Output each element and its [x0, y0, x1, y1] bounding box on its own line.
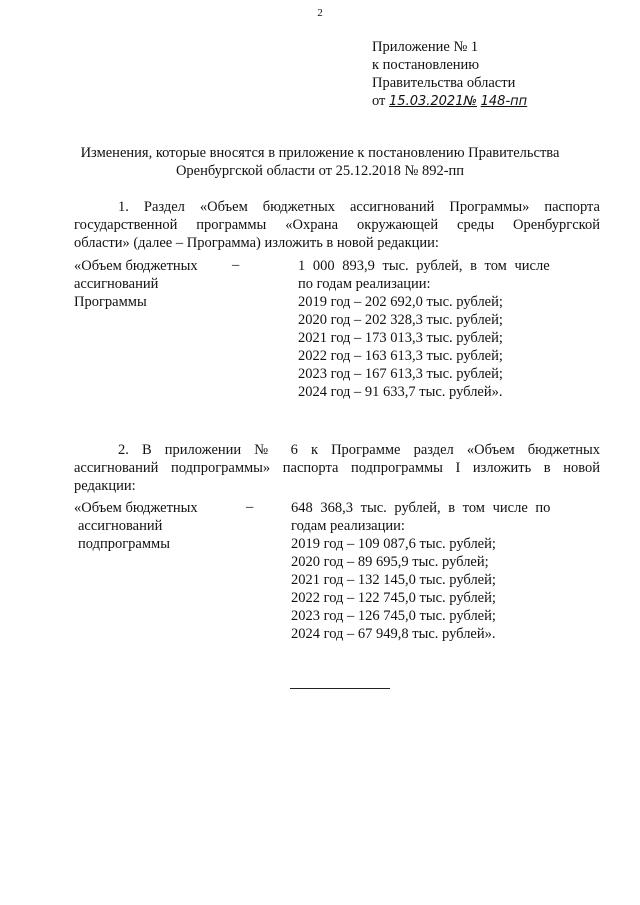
value-line: 2023 год – 167 613,3 тыс. рублей; — [298, 366, 503, 382]
section-1-left-label — [74, 257, 198, 311]
appendix-date-line — [372, 92, 527, 111]
section-2-line: ассигнований подпрограммы» паспорта подпрограммы I изложить в новой — [74, 460, 600, 476]
label-line: «Объем бюджетных — [74, 500, 198, 516]
number-sign: № — [463, 94, 477, 109]
value-line: 648 368,3 тыс. рублей, в том числе по — [291, 500, 551, 516]
value-line: 2019 год – 202 692,0 тыс. рублей; — [298, 294, 503, 310]
value-line: 2024 год – 91 633,7 тыс. рублей». — [298, 384, 503, 400]
label-line: Программы — [74, 294, 147, 310]
section-2-dash: – — [246, 499, 254, 515]
value-line: 2020 год – 202 328,3 тыс. рублей; — [298, 312, 503, 328]
value-line: 2019 год – 109 087,6 тыс. рублей; — [291, 536, 496, 552]
value-line: 2022 год – 122 745,0 тыс. рублей; — [291, 590, 496, 606]
value-line: 2020 год – 89 695,9 тыс. рублей; — [291, 554, 489, 570]
appendix-line-1: Приложение № 1 — [372, 39, 479, 55]
section-2-left-label — [74, 499, 198, 553]
title-line-2: Оренбургской области от 25.12.2018 № 892-пп — [175, 163, 465, 179]
appendix-line-2: к постановлению — [372, 57, 480, 73]
value-line: 2021 год – 132 145,0 тыс. рублей; — [291, 572, 496, 588]
value-line: годам реализации: — [291, 518, 405, 534]
section-1-line: 1. Раздел «Объем бюджетных ассигнований Программы» паспорта — [118, 199, 600, 215]
value-line: 2021 год – 173 013,3 тыс. рублей; — [298, 330, 503, 346]
handwritten-date: 15.03.2021 — [389, 94, 464, 109]
appendix-from: от — [372, 93, 386, 109]
label-line: ассигнований — [74, 276, 159, 292]
label-line: «Объем бюджетных — [74, 258, 198, 274]
section-1-dash: – — [232, 257, 240, 273]
handwritten-number: 148-пп — [480, 94, 528, 109]
label-line: подпрограммы — [78, 536, 170, 552]
label-line: ассигнований — [78, 518, 163, 534]
separator-line — [290, 688, 390, 689]
value-line: 2024 год – 67 949,8 тыс. рублей». — [291, 626, 496, 642]
value-line: по годам реализации: — [298, 276, 431, 292]
section-1-line: области» (далее – Программа) изложить в новой редакции: — [74, 235, 439, 251]
section-2-line: редакции: — [74, 478, 136, 494]
section-1-values — [298, 257, 550, 401]
value-line: 2022 год – 163 613,3 тыс. рублей; — [298, 348, 503, 364]
value-line: 2023 год – 126 745,0 тыс. рублей; — [291, 608, 496, 624]
document-title — [40, 144, 600, 180]
page-number: 2 — [317, 7, 323, 19]
section-2-values — [291, 499, 550, 643]
section-1-line: государственной программы «Охрана окружающей среды Оренбургской — [74, 217, 600, 233]
title-line-1: Изменения, которые вносятся в приложение к постановлению Правительства — [80, 145, 560, 161]
section-1-paragraph — [74, 198, 600, 252]
section-2-paragraph — [74, 441, 600, 495]
value-line: 1 000 893,9 тыс. рублей, в том числе — [298, 258, 550, 274]
section-2-line: 2. В приложении № 6 к Программе раздел «Объем бюджетных — [118, 442, 600, 458]
appendix-header — [372, 38, 527, 111]
appendix-line-3: Правительства области — [372, 75, 516, 91]
